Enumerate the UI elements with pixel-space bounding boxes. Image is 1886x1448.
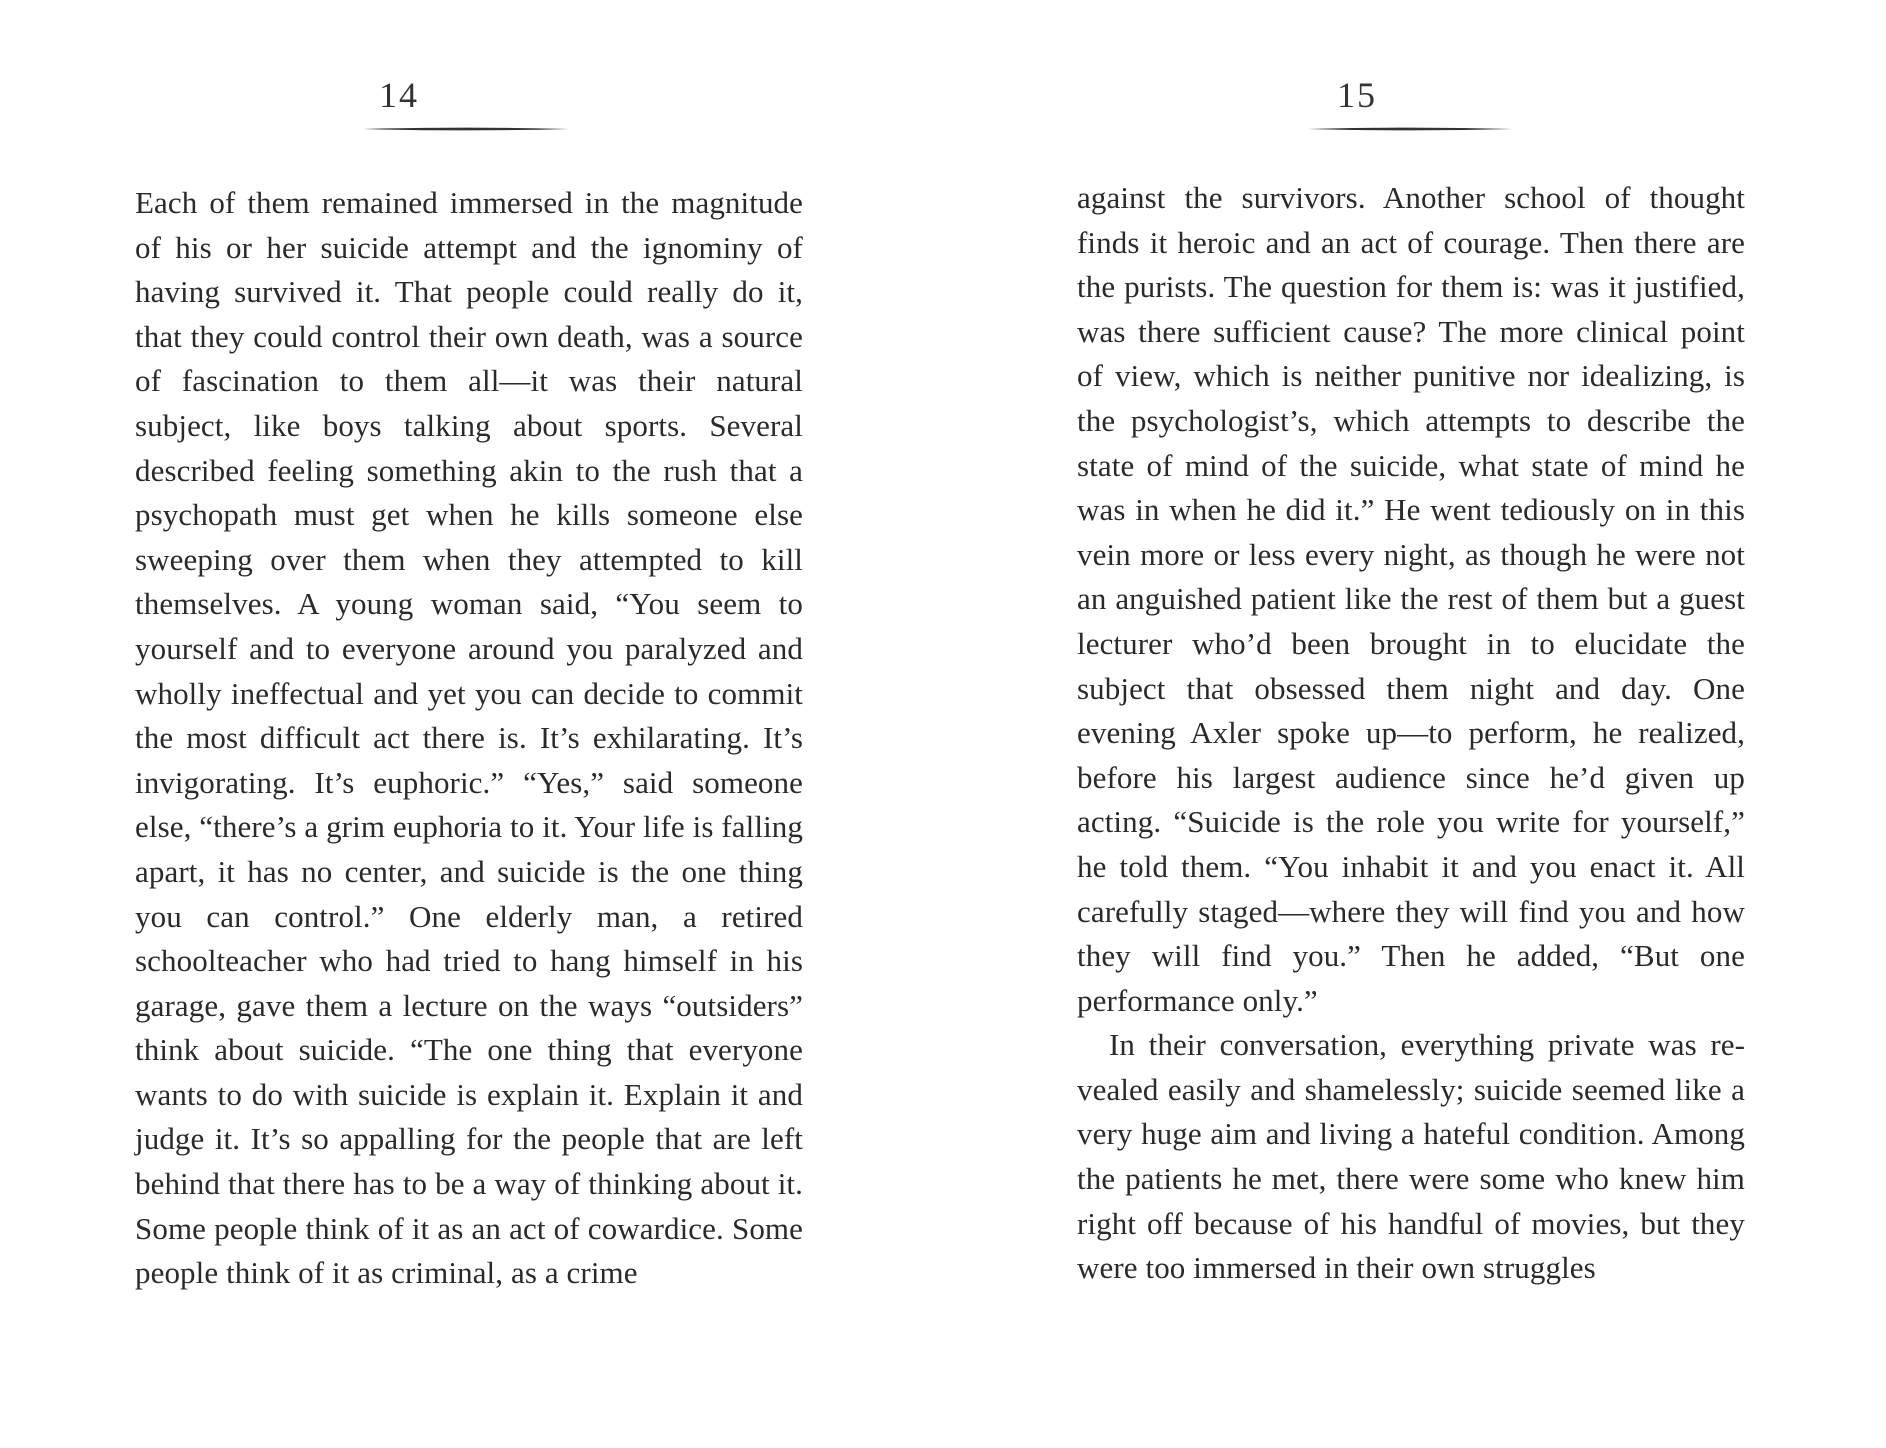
page-number-ornament [363, 126, 569, 132]
page-number: 14 [379, 75, 419, 115]
page-number-ornament [1307, 126, 1513, 132]
page-number: 15 [1337, 75, 1377, 115]
right-page [1077, 0, 1757, 1448]
paragraph: In their conversation, everything private was revealed easily and shamelessly; suicide seemed like a very huge aim and living a hateful condition. Among the patients he met, there were some who knew him right off because of his handful of movies, but they were too immersed in their own struggles [1077, 1027, 1745, 1286]
paragraph: against the survivors. Another school of thought finds it heroic and an act of courage. Then there are the purists. The question for them is: was it justified, was there sufficient cause? The more clinical point of view, which is neither punitive nor idealizing, is the psychologist’s, which attempts to describe the state of mind of the suicide, what state of mind he was in when he did it.” He went tediously on in this vein more or less every night, as though he were not an anguished patient like the rest of them but a guest lecturer who’d been brought in to elucidate the subject that obsessed them night and day. One evening Axler spoke up—to perform, he realized, before his largest audience since he’d given up acting. “Suicide is the role you write for yourself,” he told them. “You inhabit it and you enact it. All carefully staged—where they will find you and how they will find you.” Then he added, “But one performance only.” [1077, 180, 1745, 1018]
body-text [1077, 176, 1745, 1291]
body-text [135, 181, 803, 1296]
paragraph: Each of them remained immersed in the magnitude of his or her suicide attempt and the ignominy of having survived it. That people could really do it, that they could control their own death, was a source of fascination to them all—it was their natural subject, like boys talking about sports. Several described feeling something akin to the rush that a psychopath must get when he kills someone else sweeping over them when they attempted to kill themselves. A young woman said, “You seem to yourself and to everyone around you paralyzed and wholly ineffectual and yet you can decide to commit the most difficult act there is. It’s exhilarating. It’s invigorating. It’s euphoric.” “Yes,” said someone else, “there’s a grim euphoria to it. Your life is falling apart, it has no center, and suicide is the one thing you can control.” One elderly man, a retired schoolteacher who had tried to hang himself in his garage, gave them a lecture on the ways “outsiders” think about suicide. “The one thing that everyone wants to do with suicide is explain it. Explain it and judge it. It’s so appalling for the people that are left behind that there has to be a way of thinking about it. Some people think of it as an act of cowardice. Some people think of it as criminal, as a crime [135, 185, 803, 1291]
left-page [135, 0, 815, 1448]
